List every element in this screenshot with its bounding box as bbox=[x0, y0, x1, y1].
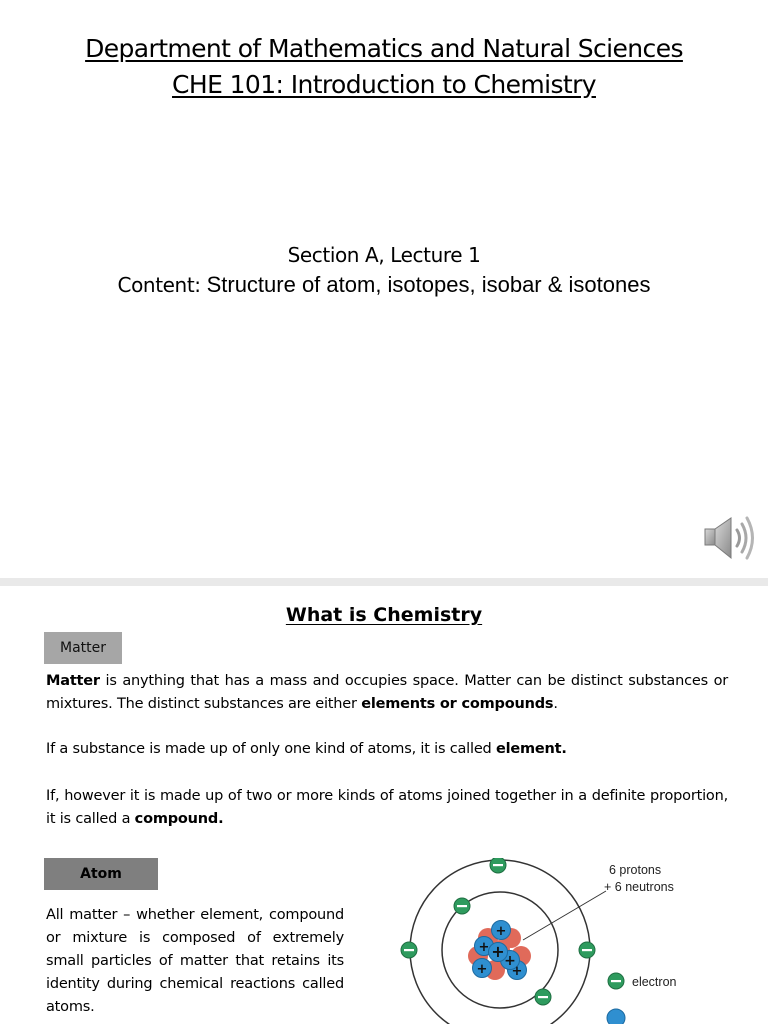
atom-paragraph: All matter – whether element, compound or mixture is composed of extremely small particles of matter that retains its identity during chemical reactions called atoms. bbox=[46, 907, 344, 1015]
svg-text:+: + bbox=[504, 953, 516, 969]
section-label: Section A, Lecture 1 bbox=[287, 243, 481, 267]
slide-title: What is Chemistry bbox=[285, 604, 483, 626]
element-term: element. bbox=[495, 741, 567, 757]
electron-particle bbox=[535, 989, 551, 1005]
compound-paragraph bbox=[46, 785, 728, 831]
course-title: CHE 101: Introduction to Chemistry bbox=[172, 70, 596, 99]
atom-tag: Atom bbox=[44, 858, 158, 890]
legend-proton-icon bbox=[607, 1009, 625, 1024]
speaker-icon[interactable] bbox=[700, 512, 758, 564]
electron-particle bbox=[454, 898, 470, 914]
nucleus bbox=[468, 921, 531, 981]
element-text: If a substance is made up of only one kind of atoms, it is called bbox=[46, 741, 496, 757]
electron-particle bbox=[579, 942, 595, 958]
matter-paragraph bbox=[46, 670, 728, 716]
compound-term: compound. bbox=[134, 811, 224, 827]
slide-divider bbox=[0, 578, 768, 586]
elements-compounds-term: elements or compounds bbox=[361, 696, 554, 712]
svg-text:+: + bbox=[511, 964, 523, 979]
department-title: Department of Mathematics and Natural Sciences bbox=[85, 34, 683, 63]
compound-text: If, however it is made up of two or more kinds of atoms joined together in a definite proportion, it is called a bbox=[46, 788, 728, 827]
matter-text-1: is anything that has a mass and occupies space. Matter can be distinct substances or mixtures. The distinct substances are either bbox=[46, 673, 728, 712]
svg-text:+: + bbox=[491, 942, 505, 961]
svg-text:+: + bbox=[495, 924, 507, 939]
matter-tag: Matter bbox=[44, 632, 122, 664]
content-label: Content: bbox=[117, 273, 207, 297]
svg-text:+: + bbox=[476, 962, 488, 977]
atom-diagram bbox=[380, 858, 768, 1024]
svg-text:+: + bbox=[478, 940, 490, 955]
nucleus-label-neutrons: + 6 neutrons bbox=[604, 880, 674, 894]
legend-electron-label: electron bbox=[632, 975, 677, 989]
content-line bbox=[0, 272, 768, 298]
electron-particle bbox=[490, 858, 506, 873]
element-paragraph bbox=[46, 738, 728, 761]
nucleus-label-protons: 6 protons bbox=[609, 863, 662, 877]
legend-electron-icon bbox=[608, 973, 624, 989]
matter-term: Matter bbox=[46, 673, 100, 689]
content-text: Structure of atom, isotopes, isobar & isotones bbox=[206, 272, 651, 297]
matter-text-2: . bbox=[553, 696, 558, 712]
nucleus-leader-line bbox=[523, 891, 606, 940]
content-slide bbox=[0, 586, 768, 1024]
electron-particle bbox=[401, 942, 417, 958]
